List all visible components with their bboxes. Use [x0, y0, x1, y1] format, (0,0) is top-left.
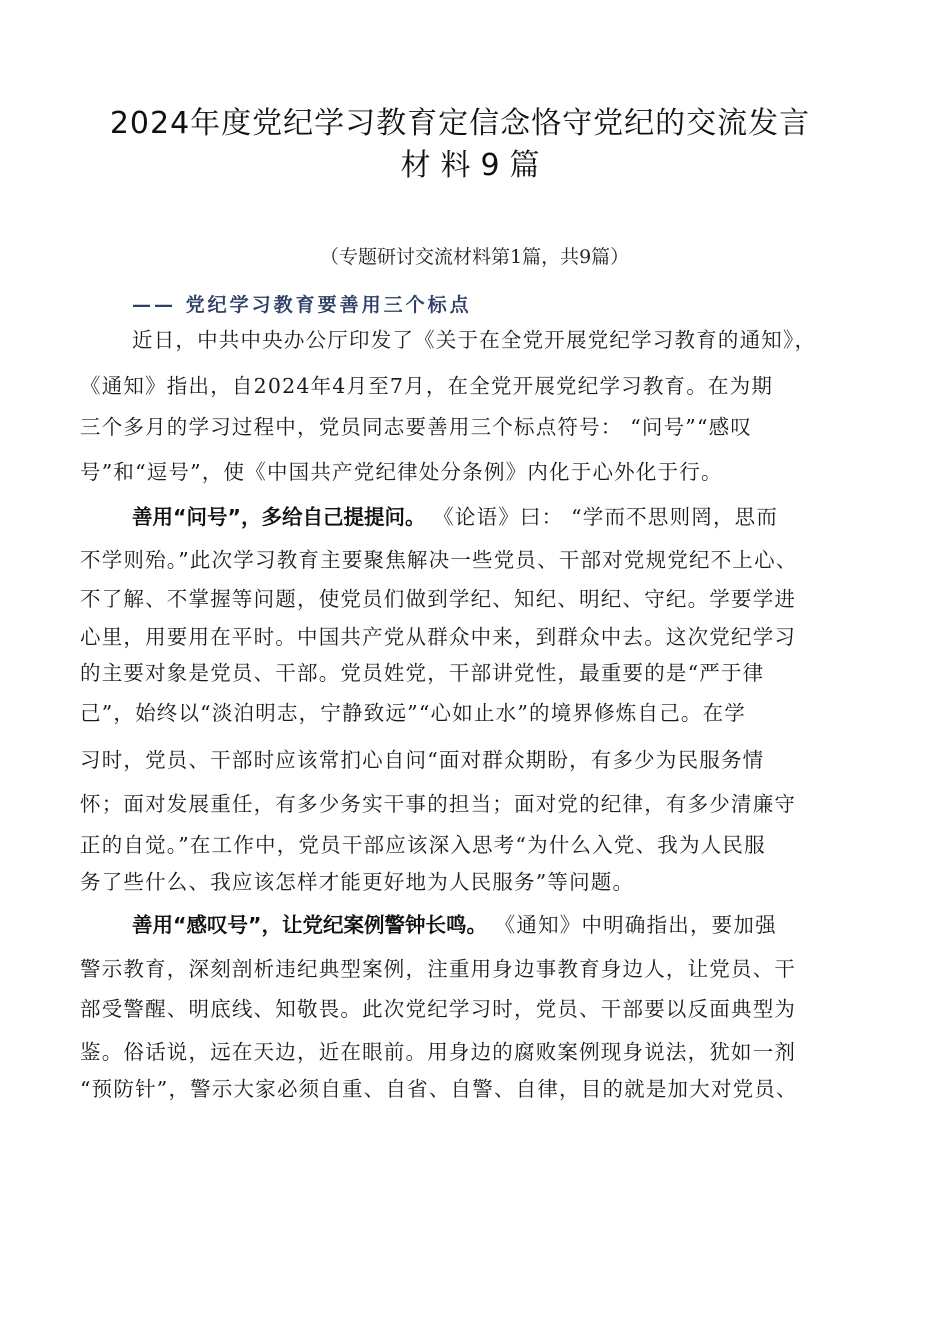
section2-line: “预防针”，警示大家必须自重、自省、自警、自律，目的就是加大对党员、: [80, 1077, 798, 1101]
section1-first-line-rest: 《论语》曰： “学而不思则罔，思而: [425, 505, 779, 529]
section1-line: 不了解、不掌握等问题，使党员们做到学纪、知纪、明纪、守纪。学要学进: [80, 587, 797, 611]
paragraph1-line: 号”和“逗号”，使《中国共产党纪律处分条例》内化于心外化于行。: [80, 460, 723, 484]
section2-first-line-rest: 《通知》中明确指出，要加强: [486, 913, 777, 937]
section1-line: 正的自觉。”在工作中，党员干部应该深入思考“为什么入党、我为人民服: [80, 833, 766, 857]
section1-lead: 善用“问号”，多给自己提提问。: [132, 505, 426, 529]
section1-line: 己”，始终以“淡泊明志，宁静致远”“心如止水”的境界修炼自己。在学: [80, 701, 746, 725]
section1-line: 怀；面对发展重任，有多少务实干事的担当；面对党的纪律，有多少清廉守: [80, 792, 797, 816]
topic-heading: —— 党纪学习教育要善用三个标点: [132, 294, 472, 316]
document-title-line2: 材料9篇: [400, 148, 550, 183]
section1-line: 不学则殆。”此次学习教育主要聚焦解决一些党员、干部对党规党纪不上心、: [80, 548, 798, 572]
section1-first-line: [132, 504, 880, 530]
paragraph1-line: 近日，中共中央办公厅印发了《关于在全党开展党纪学习教育的通知》，: [132, 328, 817, 352]
section1-line: 的主要对象是党员、干部。党员姓党，干部讲党性，最重要的是“严于律: [80, 661, 765, 685]
section2-line: 部受警醒、明底线、知敬畏。此次党纪学习时，党员、干部要以反面典型为: [80, 997, 797, 1021]
section2-lead: 善用“感叹号”，让党纪案例警钟长鸣。: [132, 913, 487, 937]
section1-line: 习时，党员、干部时应该常扪心自问“面对群众期盼，有多少为民服务情: [80, 748, 765, 772]
document-title-line1: 2024年度党纪学习教育定信念恪守党纪的交流发言: [109, 106, 811, 141]
section1-line: 务了些什么、我应该怎样才能更好地为人民服务”等问题。: [80, 870, 635, 894]
section2-first-line: [132, 912, 880, 938]
document-subtitle: （专题研讨交流材料第1篇，共9篇）: [320, 246, 630, 268]
section1-line: 心里，用要用在平时。中国共产党从群众中来，到群众中去。这次党纪学习: [80, 625, 797, 649]
paragraph1-line: 《通知》指出，自2024年4月至7月，在全党开展党纪学习教育。在为期: [80, 374, 774, 398]
paragraph1-line: 三个多月的学习过程中，党员同志要善用三个标点符号： “问号”“感叹: [80, 415, 753, 439]
section2-line: 警示教育，深刻剖析违纪典型案例，注重用身边事教育身边人，让党员、干: [80, 957, 797, 981]
section2-line: 鉴。俗话说，远在天边，近在眼前。用身边的腐败案例现身说法，犹如一剂: [80, 1040, 797, 1064]
